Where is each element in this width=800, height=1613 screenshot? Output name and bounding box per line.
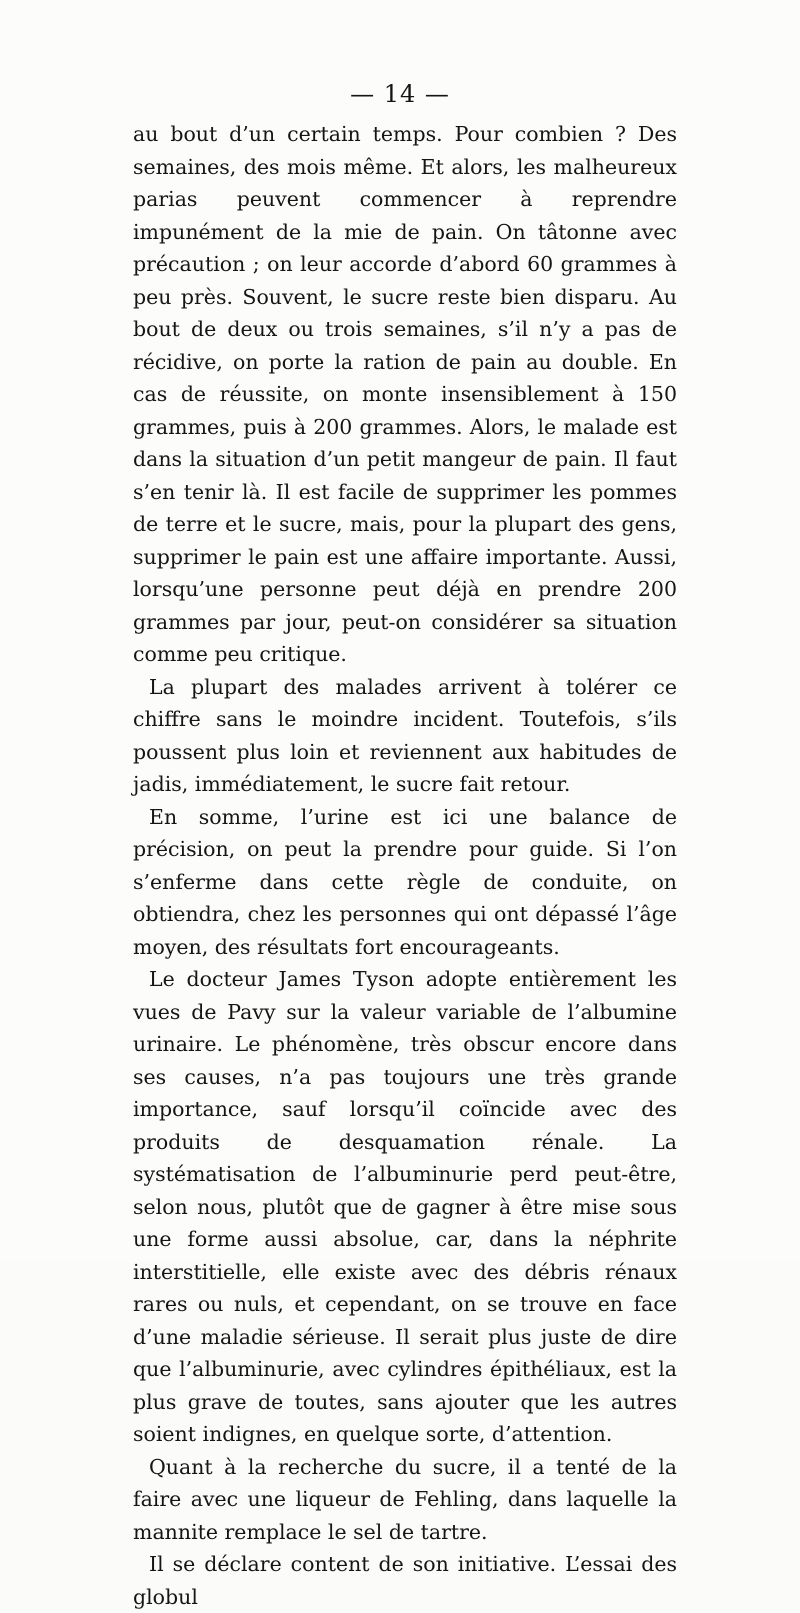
paragraph-2: La plupart des malades arrivent à tolérer ce chiffre sans le moindre incident. Toutefois, s’ils poussent plus loin et reviennent aux habitudes de jadis, immédiatement, le sucre fait retour. — [133, 674, 677, 796]
paragraph-1: au bout d’un certain temps. Pour combien ? Des semaines, des mois même. Et alors, les malheureux parias peuvent commencer à reprendre impunément de la mie de pain. On tâtonne avec précaution ; on leur accorde d’abord 60 grammes à peu près. Souvent, le sucre reste bien disparu. Au bout de deux ou trois semaines, s’il n’y a pas de récidive, on porte la ration de pain au double. En cas de réussite, on monte insensiblement à 150 grammes, puis à 200 grammes. Alors, le malade est dans la situation d’un petit mangeur de pain. Il faut s’en tenir là. Il est facile de supprimer les pommes de terre et le sucre, mais, pour la plupart des gens, supprimer le pain est une affaire importante. Aussi, lorsqu’une personne peut déjà en prendre 200 grammes par jour, peut-on considérer sa situation comme peu critique. — [133, 122, 677, 666]
paragraph-4: Le docteur James Tyson adopte entièrement les vues de Pavy sur la valeur variable de l’albumine urinaire. Le phénomène, très obscur encore dans ses causes, n’a pas toujours une très grande importance, sauf lorsqu’il coïncide avec des produits de desquamation rénale. La systématisation de l’albuminurie perd peut-être, selon nous, plutôt que de gagner à être mise sous une forme aussi absolue, car, dans la néphrite interstitielle, elle existe avec des débris rénaux rares ou nuls, et cependant, on se trouve en face d’une maladie sérieuse. Il serait plus juste de dire que l’albuminurie, avec cylindres épithéliaux, est la plus grave de toutes, sans ajouter que les autres soient indignes, en quelque sorte, d’attention. — [133, 967, 677, 1446]
paragraph-5: Quant à la recherche du sucre, il a tenté de la faire avec une liqueur de Fehling, dans laquelle la mannite remplace le sel de tartre. — [133, 1454, 677, 1544]
paragraph-6: Il se déclare content de son initiative. L’essai des globul — [133, 1552, 677, 1609]
page-number: — 14 — — [350, 80, 450, 108]
body-text — [133, 118, 677, 1613]
paragraph-3: En somme, l’urine est ici une balance de précision, on peut la prendre pour guide. Si l’on s’enferme dans cette règle de conduite, on obtiendra, chez les personnes qui ont dépassé l’âge moyen, des résultats fort encourageants. — [133, 804, 677, 959]
